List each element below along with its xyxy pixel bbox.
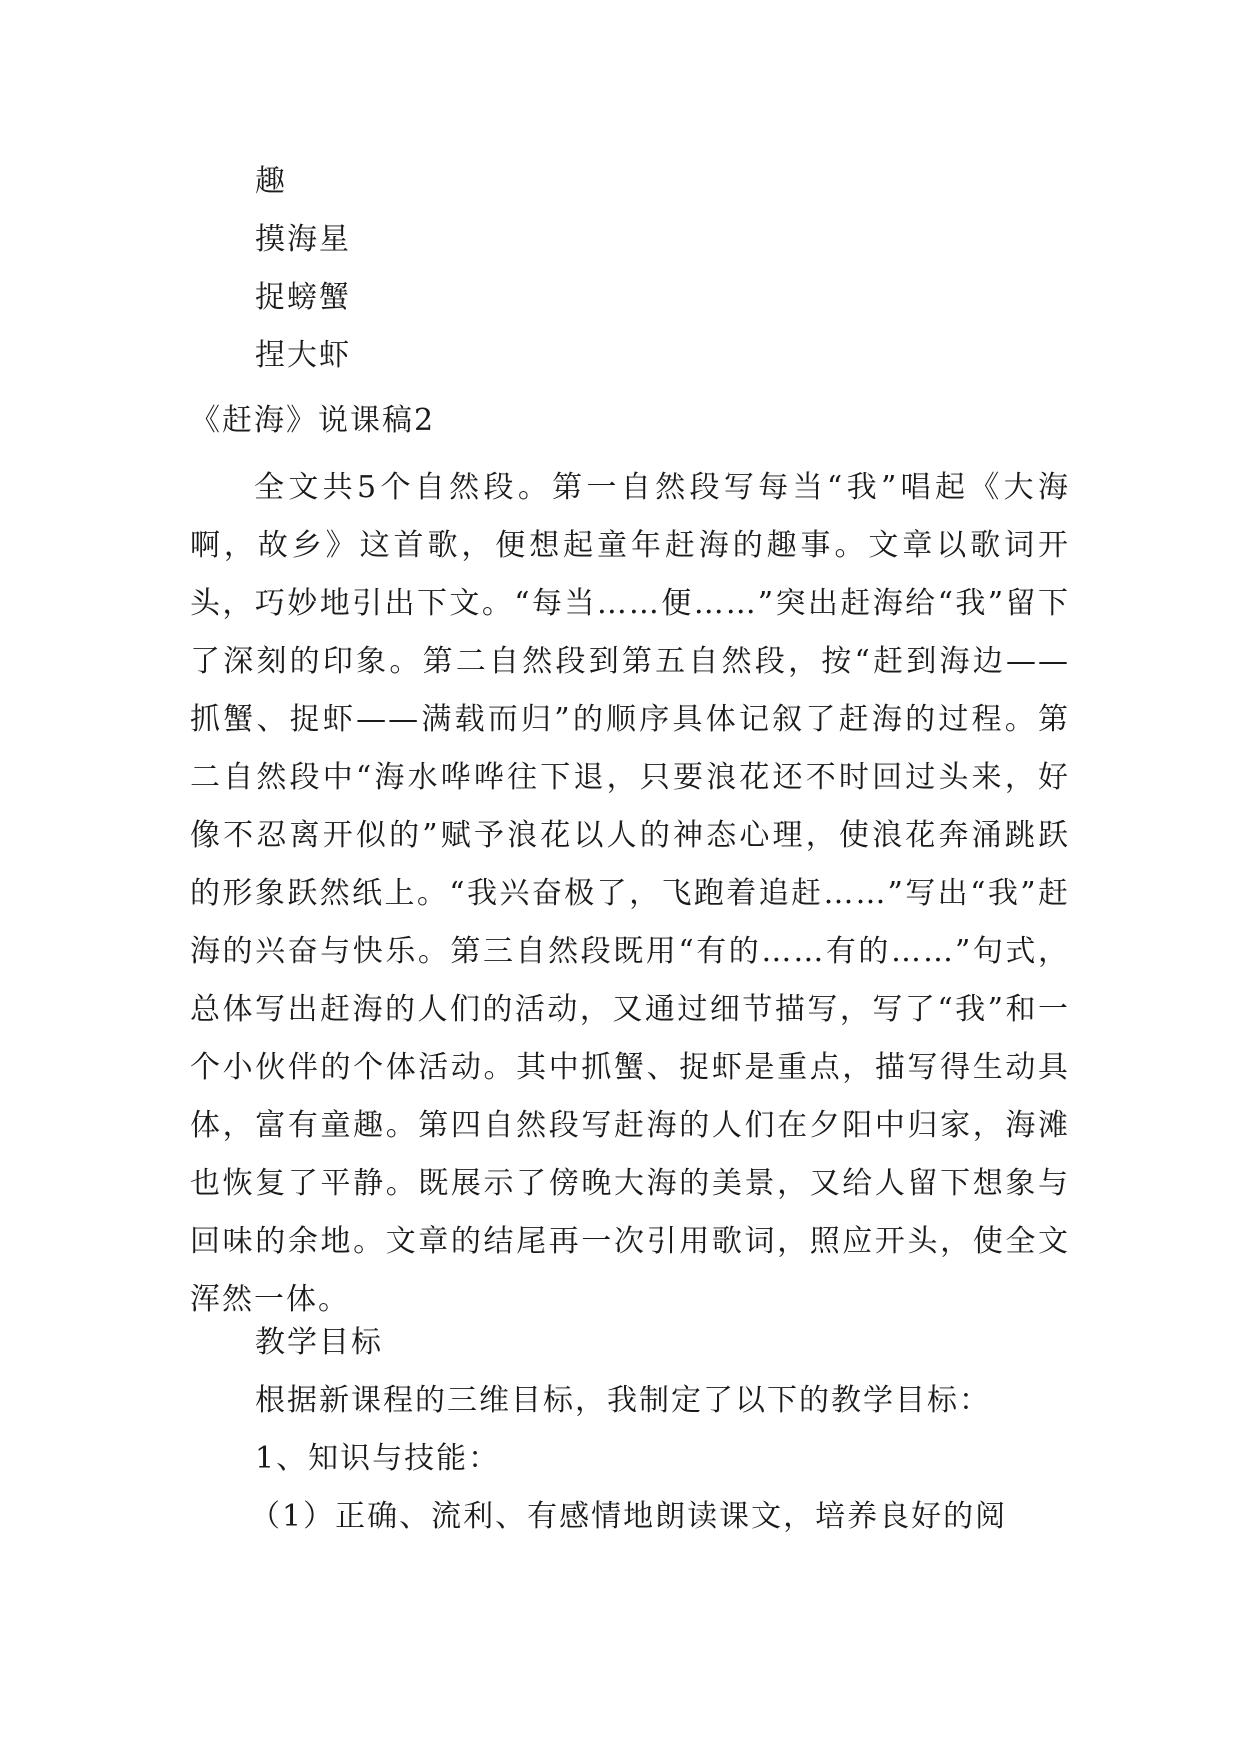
goal-point-1-sub: （1）正确、流利、有感情地朗读课文，培养良好的阅 [250,1499,1008,1534]
section-heading: 《赶海》说课稿2 [190,403,436,438]
goal-point-1: 1、知识与技能： [255,1441,501,1476]
list-item: 趣 [255,164,287,199]
activity-list [255,162,351,394]
list-item: 捉螃蟹 [255,280,351,315]
goals-intro: 根据新课程的三维目标，我制定了以下的教学目标： [255,1383,991,1418]
list-item: 摸海星 [255,222,351,257]
list-item: 捏大虾 [255,338,351,373]
teaching-goals-heading: 教学目标 [255,1325,383,1360]
body-paragraph: 全文共5个自然段。第一自然段写每当“我”唱起《大海啊，故乡》这首歌，便想起童年赶海的趣事。文章以歌词开头，巧妙地引出下文。“每当……便……”突出赶海给“我”留下了深刻的印象。第二自然段到第五自然段，按“赶到海边——抓蟹、捉虾——满载而归”的顺序具体记叙了赶海的过程。第二自然段中“海水哗哗往下退，只要浪花还不时回过头来，好像不忍离开似的”赋予浪花以人的神态心理，使浪花奔涌跳跃的形象跃然纸上。“我兴奋极了，飞跑着追赶……”写出“我”赶海的兴奋与快乐。第三自然段既用“有的……有的……”句式，总体写出赶海的人们的活动，又通过细节描写，写了“我”和一个小伙伴的个体活动。其中抓蟹、捉虾是重点，描写得生动具体，富有童趣。第四自然段写赶海的人们在夕阳中归家，海滩也恢复了平静。既展示了傍晚大海的美景，又给人留下想象与回味的余地。文章的结尾再一次引用歌词，照应开头，使全文浑然一体。 [190,470,1070,1317]
